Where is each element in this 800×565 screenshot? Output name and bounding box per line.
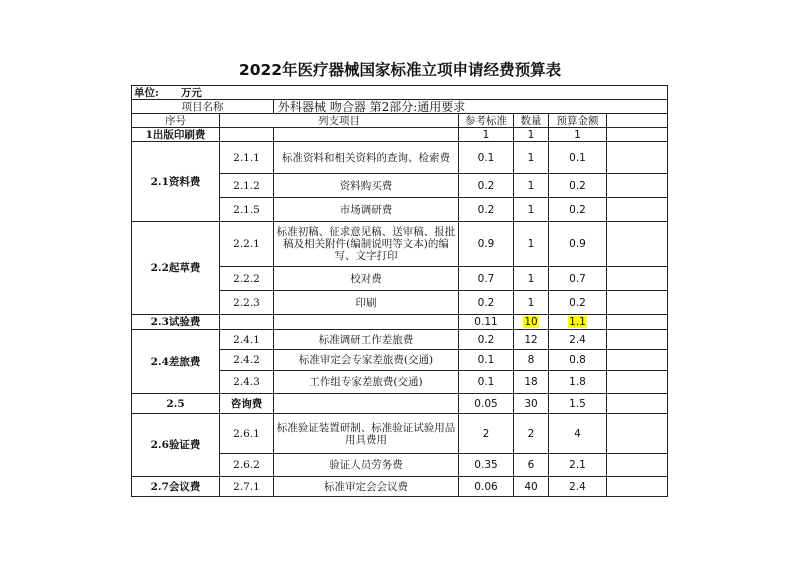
amount-cell: 0.2 bbox=[549, 291, 607, 315]
amount-cell: 2.1 bbox=[549, 454, 607, 477]
unit-cell bbox=[132, 86, 668, 100]
header-amount: 预算金额 bbox=[549, 114, 607, 128]
qty-cell: 8 bbox=[514, 350, 549, 371]
amount-cell: 0.1 bbox=[549, 142, 607, 174]
blank-cell bbox=[607, 174, 668, 198]
qty-cell: 40 bbox=[514, 477, 549, 497]
qty-cell: 1 bbox=[514, 174, 549, 198]
ref-cell: 0.1 bbox=[459, 371, 514, 394]
amount-cell: 1 bbox=[549, 128, 607, 142]
ref-cell: 1 bbox=[459, 128, 514, 142]
amount-cell: 4 bbox=[549, 414, 607, 454]
blank-cell bbox=[607, 330, 668, 350]
item-cell bbox=[274, 128, 459, 142]
budget-table bbox=[131, 85, 668, 497]
blank-cell bbox=[607, 128, 668, 142]
blank-cell bbox=[607, 114, 668, 128]
code-cell: 2.2.3 bbox=[220, 291, 274, 315]
amount-cell: 0.2 bbox=[549, 198, 607, 222]
ref-cell: 0.2 bbox=[459, 198, 514, 222]
qty-cell bbox=[514, 315, 549, 330]
code-cell: 2.4.1 bbox=[220, 330, 274, 350]
code-cell: 2.1.5 bbox=[220, 198, 274, 222]
ref-cell: 0.7 bbox=[459, 267, 514, 291]
qty-cell: 1 bbox=[514, 142, 549, 174]
item-cell bbox=[274, 315, 459, 330]
item-cell: 校对费 bbox=[274, 267, 459, 291]
code-cell: 2.2.1 bbox=[220, 222, 274, 267]
code-cell: 2.6.1 bbox=[220, 414, 274, 454]
category-cell: 2.6验证费 bbox=[132, 414, 220, 477]
code-cell: 2.1.2 bbox=[220, 174, 274, 198]
blank-cell bbox=[607, 222, 668, 267]
code-cell: 2.4.2 bbox=[220, 350, 274, 371]
table-row bbox=[132, 315, 668, 330]
item-cell: 标准调研工作差旅费 bbox=[274, 330, 459, 350]
code-cell: 2.1.1 bbox=[220, 142, 274, 174]
qty-cell: 2 bbox=[514, 414, 549, 454]
category-cell: 2.7会议费 bbox=[132, 477, 220, 497]
amount-cell: 2.4 bbox=[549, 477, 607, 497]
ref-cell: 0.35 bbox=[459, 454, 514, 477]
blank-cell bbox=[607, 198, 668, 222]
qty-cell: 6 bbox=[514, 454, 549, 477]
code-cell: 2.4.3 bbox=[220, 371, 274, 394]
code-cell bbox=[220, 315, 274, 330]
qty-cell: 1 bbox=[514, 291, 549, 315]
project-label: 项目名称 bbox=[132, 100, 274, 114]
item-cell: 资料购买费 bbox=[274, 174, 459, 198]
amount-cell: 1.5 bbox=[549, 394, 607, 414]
highlighted-qty: 10 bbox=[524, 316, 538, 328]
qty-cell: 18 bbox=[514, 371, 549, 394]
header-item: 列支项目 bbox=[220, 114, 459, 128]
code-cell: 2.2.2 bbox=[220, 267, 274, 291]
item-cell: 标准审定会会议费 bbox=[274, 477, 459, 497]
qty-cell: 1 bbox=[514, 198, 549, 222]
table-row bbox=[132, 477, 668, 497]
highlighted-amount: 1.1 bbox=[569, 316, 586, 328]
blank-cell bbox=[607, 454, 668, 477]
unit-label: 单位: bbox=[134, 86, 159, 99]
category-cell: 1出版印刷费 bbox=[132, 128, 220, 142]
category-cell: 2.3试验费 bbox=[132, 315, 220, 330]
project-name: 外科器械 吻合器 第2部分:通用要求 bbox=[274, 100, 668, 114]
item-cell: 验证人员劳务费 bbox=[274, 454, 459, 477]
ref-cell: 0.1 bbox=[459, 142, 514, 174]
header-seq: 序号 bbox=[132, 114, 220, 128]
blank-cell bbox=[607, 267, 668, 291]
item-cell: 印刷 bbox=[274, 291, 459, 315]
blank-cell bbox=[607, 350, 668, 371]
blank-cell bbox=[607, 394, 668, 414]
qty-cell: 1 bbox=[514, 128, 549, 142]
ref-cell: 0.11 bbox=[459, 315, 514, 330]
amount-cell: 0.7 bbox=[549, 267, 607, 291]
ref-cell: 2 bbox=[459, 414, 514, 454]
unit-value: 万元 bbox=[180, 86, 202, 99]
amount-cell: 0.9 bbox=[549, 222, 607, 267]
unit-row bbox=[132, 86, 668, 100]
blank-cell bbox=[607, 291, 668, 315]
blank-cell bbox=[607, 315, 668, 330]
table-row bbox=[132, 222, 668, 267]
table-row bbox=[132, 394, 668, 414]
table-row bbox=[132, 414, 668, 454]
blank-cell bbox=[607, 371, 668, 394]
qty-cell: 30 bbox=[514, 394, 549, 414]
header-row bbox=[132, 114, 668, 128]
amount-cell: 0.2 bbox=[549, 174, 607, 198]
ref-cell: 0.06 bbox=[459, 477, 514, 497]
amount-cell: 1.8 bbox=[549, 371, 607, 394]
code-cell bbox=[220, 128, 274, 142]
page-title: 2022年医疗器械国家标准立项申请经费预算表 bbox=[238, 61, 562, 79]
ref-cell: 0.9 bbox=[459, 222, 514, 267]
qty-cell: 1 bbox=[514, 222, 549, 267]
category-cell: 2.2起草费 bbox=[132, 222, 220, 315]
category-cell: 2.5 bbox=[132, 394, 220, 414]
ref-cell: 0.2 bbox=[459, 330, 514, 350]
code-cell: 咨询费 bbox=[220, 394, 274, 414]
blank-cell bbox=[607, 414, 668, 454]
header-qty: 数量 bbox=[514, 114, 549, 128]
item-cell: 标准验证装置研制、标准验证试验用品用具费用 bbox=[274, 414, 459, 454]
amount-cell: 2.4 bbox=[549, 330, 607, 350]
amount-cell bbox=[549, 315, 607, 330]
qty-cell: 1 bbox=[514, 267, 549, 291]
item-cell: 工作组专家差旅费(交通) bbox=[274, 371, 459, 394]
code-cell: 2.7.1 bbox=[220, 477, 274, 497]
qty-cell: 12 bbox=[514, 330, 549, 350]
ref-cell: 0.2 bbox=[459, 174, 514, 198]
table-row bbox=[132, 128, 668, 142]
category-cell: 2.1资料费 bbox=[132, 142, 220, 222]
category-cell: 2.4差旅费 bbox=[132, 330, 220, 394]
project-row bbox=[132, 100, 668, 114]
item-cell: 标准资料和相关资料的查询、检索费 bbox=[274, 142, 459, 174]
blank-cell bbox=[607, 142, 668, 174]
item-cell: 标准初稿、征求意见稿、送审稿、报批稿及相关附件(编制说明等文本)的编写、文字打印 bbox=[274, 222, 459, 267]
item-cell bbox=[274, 394, 459, 414]
table-row bbox=[132, 330, 668, 350]
code-cell: 2.6.2 bbox=[220, 454, 274, 477]
item-cell: 市场调研费 bbox=[274, 198, 459, 222]
amount-cell: 0.8 bbox=[549, 350, 607, 371]
table-row bbox=[132, 142, 668, 174]
blank-cell bbox=[607, 477, 668, 497]
ref-cell: 0.1 bbox=[459, 350, 514, 371]
ref-cell: 0.05 bbox=[459, 394, 514, 414]
header-ref: 参考标准 bbox=[459, 114, 514, 128]
ref-cell: 0.2 bbox=[459, 291, 514, 315]
item-cell: 标准审定会专家差旅费(交通) bbox=[274, 350, 459, 371]
